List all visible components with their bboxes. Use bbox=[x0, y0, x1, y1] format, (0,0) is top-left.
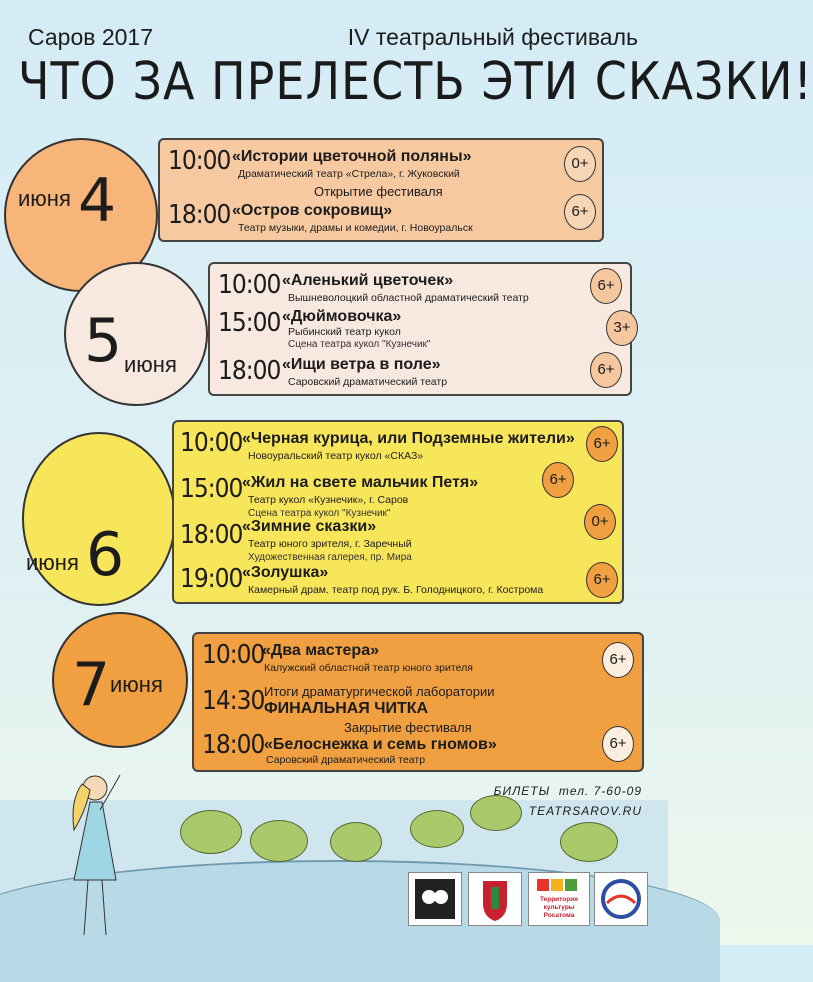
event-title: «Золушка» bbox=[242, 564, 329, 581]
event-time: 18:00 bbox=[218, 356, 281, 386]
age-rating-badge: 6+ bbox=[542, 462, 574, 498]
event-venue: Рыбинский театр кукол bbox=[288, 326, 401, 338]
event-venue: Калужский областной театр юного зрителя bbox=[264, 662, 473, 674]
tree-icon bbox=[410, 810, 464, 848]
day-label: июня bbox=[26, 550, 79, 575]
age-rating-badge: 6+ bbox=[590, 268, 622, 304]
event-title: «Два мастера» bbox=[262, 642, 379, 659]
age-rating-badge: 6+ bbox=[602, 642, 634, 678]
age-rating-badge: 6+ bbox=[586, 562, 618, 598]
tickets-phone: БИЛЕТЫ тел. 7-60-09 bbox=[493, 784, 642, 798]
event-venue: Новоуральский театр кукол «СКАЗ» bbox=[248, 450, 424, 462]
event-venue: Театр музыки, драмы и комедии, г. Новоуральск bbox=[238, 222, 473, 234]
tree-icon bbox=[180, 810, 242, 854]
header-city-year: Саров 2017 bbox=[28, 24, 154, 50]
day-label: июня bbox=[124, 352, 177, 377]
age-rating-badge: 0+ bbox=[584, 504, 616, 540]
event-title: «Жил на свете мальчик Петя» bbox=[242, 474, 479, 491]
event-venue: Камерный драм. театр под рук. Б. Голодницкого, г. Кострома bbox=[248, 584, 544, 596]
event-venue: Театр кукол «Кузнечик», г. Саров bbox=[248, 494, 409, 506]
city-coat-of-arms-logo bbox=[468, 872, 522, 926]
age-rating-badge: 6+ bbox=[564, 194, 596, 230]
day-number: 5 bbox=[84, 306, 123, 376]
event-time: 15:00 bbox=[180, 474, 243, 504]
event-time: 10:00 bbox=[180, 428, 243, 458]
tree-icon bbox=[560, 822, 618, 862]
day-label: июня bbox=[110, 672, 163, 697]
day-box-4 bbox=[158, 138, 604, 242]
age-rating-badge: 0+ bbox=[564, 146, 596, 182]
event-title: ФИНАЛЬНАЯ ЧИТКА bbox=[264, 700, 429, 717]
event-time: 18:00 bbox=[180, 520, 243, 550]
event-title: «Белоснежка и семь гномов» bbox=[264, 736, 497, 753]
event-title: «Ищи ветра в поле» bbox=[282, 356, 441, 373]
event-title: «Аленький цветочек» bbox=[282, 272, 454, 289]
event-sub-venue: Художественная галерея, пр. Мира bbox=[248, 552, 412, 563]
event-sub-venue: Сцена театра кукол "Кузнечик" bbox=[248, 508, 391, 519]
festival-logo bbox=[594, 872, 648, 926]
day-label: июня bbox=[18, 186, 71, 211]
event-title: «Остров сокровищ» bbox=[232, 202, 393, 219]
event-time: 15:00 bbox=[218, 308, 281, 338]
event-time: 14:30 bbox=[202, 686, 265, 716]
page-title: ЧТО ЗА ПРЕЛЕСТЬ ЭТИ СКАЗКИ! bbox=[18, 50, 813, 112]
event-time: 10:00 bbox=[168, 146, 231, 176]
event-note: Закрытие фестиваля bbox=[344, 720, 472, 735]
day-number: 4 bbox=[78, 166, 117, 236]
rosatom-culture-logo bbox=[528, 872, 590, 926]
event-title: «Дюймовочка» bbox=[282, 308, 402, 325]
event-venue: Вышневолоцкий областной драматический театр bbox=[288, 292, 529, 304]
event-time: 18:00 bbox=[202, 730, 265, 760]
event-time: 19:00 bbox=[180, 564, 243, 594]
rosatom-culture-caption: Территория культуры Росатома bbox=[539, 896, 579, 919]
event-sub-venue: Сцена театра кукол "Кузнечик" bbox=[288, 339, 431, 350]
age-rating-badge: 3+ bbox=[606, 310, 638, 346]
day-number: 7 bbox=[72, 650, 111, 720]
event-title: «Черная курица, или Подземные жители» bbox=[242, 430, 575, 447]
tree-icon bbox=[330, 822, 382, 862]
age-rating-badge: 6+ bbox=[602, 726, 634, 762]
event-venue: Саровский драматический театр bbox=[288, 376, 448, 388]
day-box-5 bbox=[208, 262, 632, 396]
girl-illustration bbox=[60, 770, 130, 940]
event-note: Открытие фестиваля bbox=[314, 184, 443, 199]
event-venue: Театр юного зрителя, г. Заречный bbox=[248, 538, 412, 550]
age-rating-badge: 6+ bbox=[586, 426, 618, 462]
day-box-6 bbox=[172, 420, 624, 604]
tree-icon bbox=[470, 795, 522, 831]
website-link[interactable]: TEATRSAROV.RU bbox=[528, 804, 642, 818]
event-pretitle: Итоги драматургической лаборатории bbox=[264, 684, 495, 699]
event-time: 18:00 bbox=[168, 200, 231, 230]
event-title: «Истории цветочной поляны» bbox=[232, 148, 472, 165]
event-time: 10:00 bbox=[218, 270, 281, 300]
event-venue: Драматический театр «Стрела», г. Жуковский bbox=[238, 168, 460, 180]
day-number: 6 bbox=[86, 520, 125, 590]
tree-icon bbox=[250, 820, 308, 862]
day-box-7 bbox=[192, 632, 644, 772]
event-venue: Саровский драматический театр bbox=[266, 754, 426, 766]
event-title: «Зимние сказки» bbox=[242, 518, 377, 535]
age-rating-badge: 6+ bbox=[590, 352, 622, 388]
theatre-logo bbox=[408, 872, 462, 926]
header-festival: IV театральный фестиваль bbox=[347, 24, 638, 50]
event-time: 10:00 bbox=[202, 640, 265, 670]
